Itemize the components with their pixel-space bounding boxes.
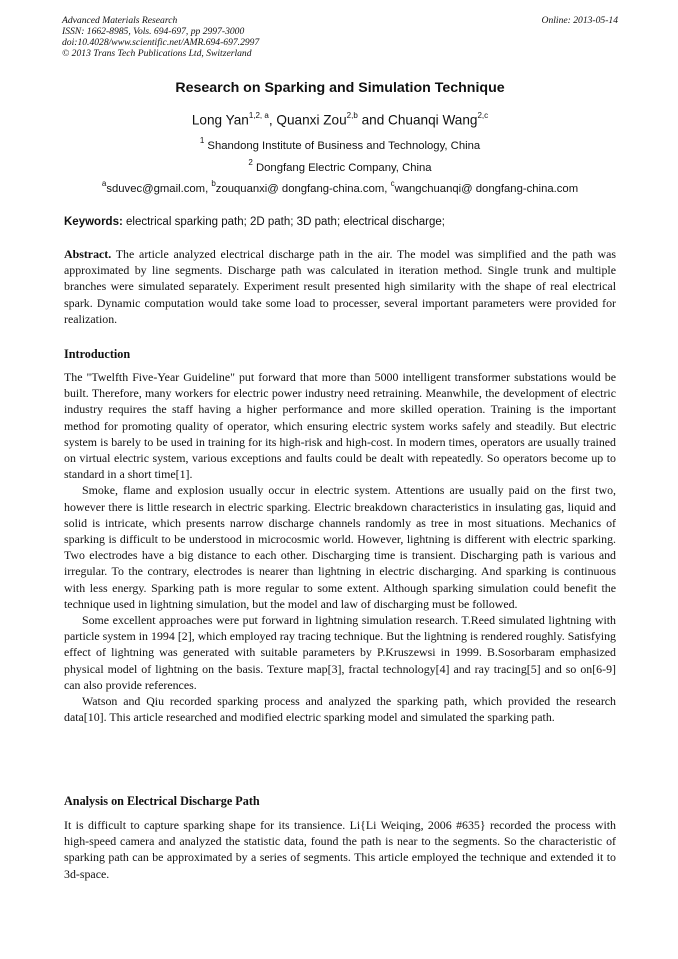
author-name: Quanxi Zou — [276, 112, 347, 128]
journal-name: Advanced Materials Research — [62, 15, 178, 26]
journal-header — [62, 15, 618, 59]
section-heading: Analysis on Electrical Discharge Path — [64, 794, 260, 808]
section-heading: Introduction — [64, 347, 131, 361]
affiliation-sup: 2 — [248, 158, 253, 167]
abstract-label: Abstract. — [64, 247, 112, 261]
paragraph: It is difficult to capture sparking shape for its transience. Li{Li Weiqing, 2006 #635} recorded the process with high-speed camera and analyzed the statistic data, found the path is near to the segments. So the characteristic of sparking path can be approximated by a series of segments. This article employed the technique and extended it to 3d-space. — [64, 818, 616, 881]
online-date: Online: 2013-05-14 — [541, 15, 618, 26]
paragraph: Some excellent approaches were put forward in lightning simulation research. T.Reed simulated lightning with particle system in 1994 [2], which employed ray tracing technique. But the lightning is rendered roughly. Satisfying effect of lightning was generated with suitable parameters by P.Kruszewsi in 1999. B.Sosorbaram emphasized physical model of lightning on the basis. Texture map[3], fractal technology[4] and ray tracing[5] and so on[6-9] can also provide references. — [64, 613, 616, 692]
affiliation-text: Dongfang Electric Company, China — [255, 161, 432, 174]
affiliation-text: Shandong Institute of Business and Technology, China — [207, 139, 481, 152]
author-list — [62, 112, 618, 128]
email-text: sduvec@gmail.com, — [106, 182, 212, 195]
paragraph: Watson and Qiu recorded sparking process and analyzed the sparking path, which provided the research data[10]. This article researched and modified electric sparking model and simulated the sparking path. — [64, 694, 616, 725]
author-name: Long Yan — [191, 112, 249, 128]
email-list — [62, 180, 618, 195]
abstract-text: The article analyzed electrical discharge path in the air. The model was simplified and the path was approximated by line segments. Discharge path was calculated in iteration method. Single trunk and multiple branches were simulated separately. Experiment result presented high similarity with the shape of real electrical spark. Dynamic computation would take some load to processer, several important parameters were provided for realization. — [64, 247, 616, 326]
author-separator: , — [268, 112, 277, 128]
copyright-line: © 2013 Trans Tech Publications Ltd, Switzerland — [62, 48, 252, 59]
author-sup: 2,c — [477, 111, 489, 120]
paragraph: Smoke, flame and explosion usually occur in electric system. Attentions are usually paid on the first two, however there is little research in electric sparking. Electric breakdown characteristics in insulating gas, liquid and solid is intricate, which presents narrow discharge channels randomly as tree in most situations. Mechanics of sparking is difficult to be understood in microcosmic world. However, lightning is different with electric sparking. Two electrodes have a big distance to each other. Discharging time is transient. Discharging path is various and irregular. To the contrary, electrodes is nearer than lightning in electric discharging. And sparking is continuous with less energy. Sparking path is more regular to some extent. Although sparking simulation could benefit the technique used in lightning simulation, but the model and law of discharging must be followed. — [64, 483, 616, 611]
paper-title: Research on Sparking and Simulation Technique — [175, 80, 505, 96]
paragraph: The "Twelfth Five-Year Guideline" put forward that more than 5000 intelligent transformer substations would be built. Therefore, many workers for electric power industry need retraining. Meanwhile, the development of electric industry requires the staff having a higher performance and more skilled operation. Training is the important method for promoting quality of operator, which ensuring electric system works safely and steadily. But electric system is barely to be used in training for its high-risk and high-cost. In modern times, operators are usually trained on virtual electric system, various exceptions and faults could be dealt with repeatedly. So operators become up to standard in a short time[1]. — [64, 370, 616, 482]
email-sup: c — [390, 179, 395, 188]
email-sup: a — [101, 179, 107, 188]
keywords-text: electrical sparking path; 2D path; 3D path; electrical discharge; — [122, 216, 445, 228]
email-text: wangchuanqi@ dongfang-china.com — [394, 182, 579, 195]
email-text: zouquanxi@ dongfang-china.com, — [215, 182, 391, 195]
author-sup: 2,b — [346, 111, 358, 120]
affiliation-sup: 1 — [199, 136, 205, 145]
author-sup: 1,2, a — [248, 111, 269, 120]
author-separator: and — [357, 112, 389, 128]
affiliation — [62, 137, 618, 152]
email-sup: b — [211, 179, 216, 188]
abstract — [64, 246, 616, 327]
author-name: Chuanqi Wang — [388, 112, 478, 128]
issn-line: ISSN: 1662-8985, Vols. 694-697, pp 2997-3000 — [62, 26, 245, 37]
doi-line: doi:10.4028/www.scientific.net/AMR.694-697.2997 — [62, 37, 260, 48]
section-body-analysis — [64, 817, 616, 882]
keywords — [64, 216, 616, 228]
section-body-introduction — [64, 369, 616, 725]
keywords-label: Keywords: — [64, 216, 123, 228]
affiliation — [62, 159, 618, 174]
abstract-paragraph — [64, 246, 616, 327]
